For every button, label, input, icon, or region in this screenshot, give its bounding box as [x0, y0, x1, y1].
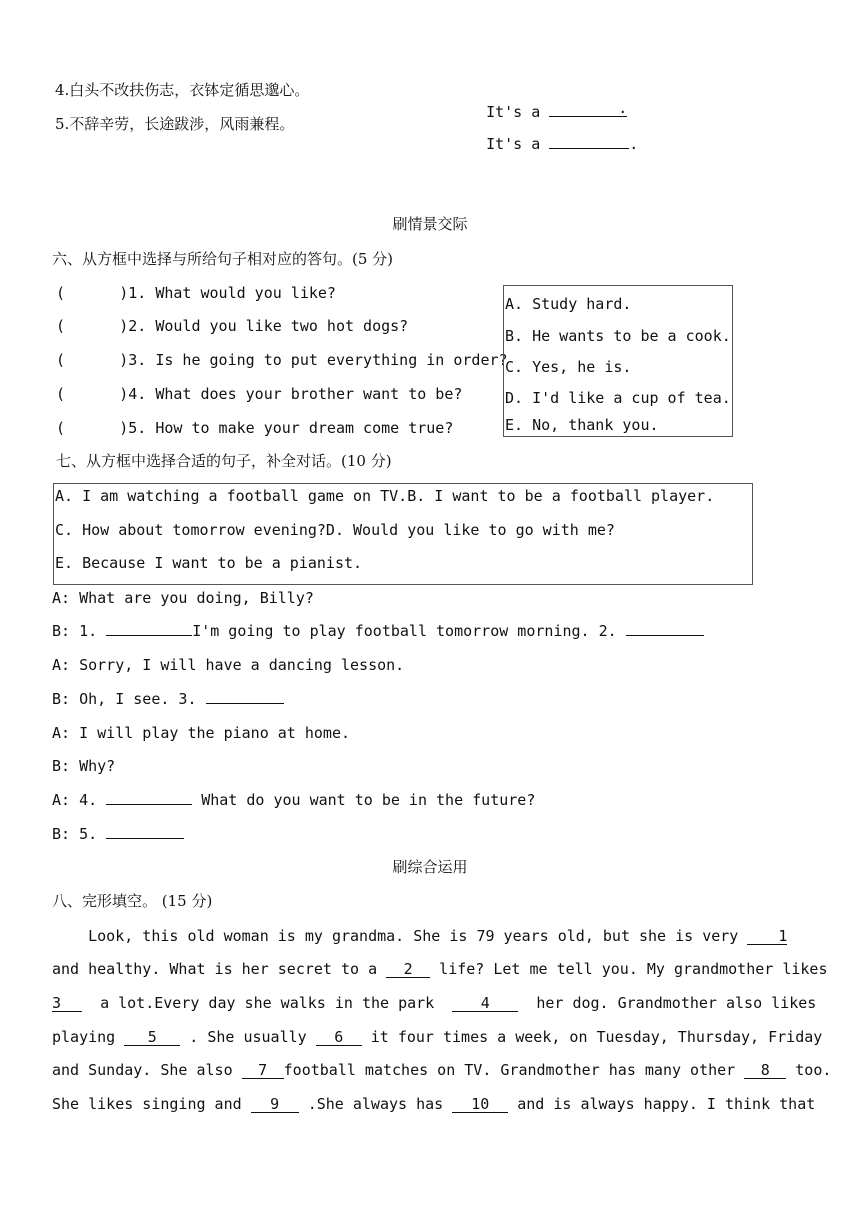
dialogue-prefix: B: 1. — [52, 622, 98, 640]
cloze-line-6 — [52, 1094, 815, 1114]
dialogue-blank-3[interactable] — [206, 703, 284, 704]
answer-prefix: It's a — [486, 103, 541, 121]
cloze-text: and is always happy. I think that — [517, 1095, 816, 1113]
item-5-chinese: 5.不辞辛劳，长途跋涉，风雨兼程。 — [55, 115, 295, 133]
s7-option-line-1: A. I am watching a football game on TV.B. I want to be a football player. — [55, 487, 715, 505]
dialogue-line-2 — [52, 621, 704, 641]
s6-question-3[interactable]: ( )3. Is he going to put everything in order? — [56, 351, 508, 369]
dialogue-line-6: B: Why? — [52, 757, 116, 775]
section6-heading: 六、从方框中选择与所给句子相对应的答句。(5 分) — [52, 250, 394, 268]
answer-blank-5[interactable] — [549, 148, 629, 149]
s6-option-a: A. Study hard. — [505, 295, 632, 313]
cloze-blank-8[interactable]: 8 — [744, 1062, 786, 1079]
cloze-line-4 — [52, 1027, 822, 1047]
s6-option-c: C. Yes, he is. — [505, 358, 632, 376]
item-4-chinese: 4.白头不改扶伤志，衣钵定循思邈心。 — [55, 81, 310, 99]
cloze-blank-4[interactable]: 4 — [452, 995, 518, 1012]
cloze-line-5 — [52, 1060, 831, 1080]
dialogue-blank-2[interactable] — [626, 635, 704, 636]
cloze-text: and Sunday. She also — [52, 1061, 233, 1079]
cloze-blank-7[interactable]: 7 — [242, 1062, 284, 1079]
cloze-text: her dog. Grandmother also likes — [536, 994, 817, 1012]
dialogue-prefix: B: Oh, I see. 3. — [52, 690, 197, 708]
cloze-blank-5[interactable]: 5 — [124, 1029, 180, 1046]
section8-heading: 八、完形填空。 (15 分) — [52, 892, 213, 910]
cloze-blank-1[interactable]: 1 — [747, 928, 787, 945]
cloze-text: . She usually — [189, 1028, 307, 1046]
dialogue-prefix: B: 5. — [52, 825, 98, 843]
cloze-line-2 — [52, 959, 828, 979]
cloze-text: playing — [52, 1028, 116, 1046]
dialogue-line-3: A: Sorry, I will have a dancing lesson. — [52, 656, 405, 674]
s6-option-d: D. I'd like a cup of tea. — [505, 389, 731, 407]
cloze-text: Look, this old woman is my grandma. She is 79 years old, but she is very — [52, 927, 739, 945]
cloze-text: life? Let me tell you. My grandmother likes — [439, 960, 828, 978]
cloze-blank-3[interactable]: 3 — [52, 995, 82, 1012]
section-title-situational: 刷情景交际 — [392, 215, 468, 233]
cloze-line-3 — [52, 993, 816, 1013]
dialogue-line-4 — [52, 689, 284, 709]
s6-option-e: E. No, thank you. — [505, 416, 659, 434]
section7-heading: 七、从方框中选择合适的句子，补全对话。(10 分) — [56, 452, 392, 470]
dialogue-line-7 — [52, 790, 535, 810]
dialogue-text: What do you want to be in the future? — [201, 791, 536, 809]
item-5-answer — [468, 114, 638, 154]
cloze-text: and healthy. What is her secret to a — [52, 960, 378, 978]
cloze-text: football matches on TV. Grandmother has many other — [283, 1061, 736, 1079]
cloze-line-1 — [52, 926, 787, 946]
s6-question-5[interactable]: ( )5. How to make your dream come true? — [56, 419, 454, 437]
dialogue-line-8 — [52, 824, 184, 844]
cloze-text: it four times a week, on Tuesday, Thursday, Friday — [370, 1028, 823, 1046]
blank-period: . — [618, 99, 628, 117]
dialogue-blank-5[interactable] — [106, 838, 184, 839]
section-title-comprehensive: 刷综合运用 — [392, 858, 468, 876]
cloze-text: She likes singing and — [52, 1095, 242, 1113]
dialogue-blank-4[interactable] — [106, 804, 192, 805]
cloze-blank-6[interactable]: 6 — [316, 1029, 362, 1046]
s7-option-line-2: C. How about tomorrow evening?D. Would you like to go with me? — [55, 521, 615, 539]
dialogue-blank-1[interactable] — [106, 635, 192, 636]
dialogue-line-1: A: What are you doing, Billy? — [52, 589, 314, 607]
s7-option-line-3: E. Because I want to be a pianist. — [55, 554, 363, 572]
s6-question-4[interactable]: ( )4. What does your brother want to be? — [56, 385, 463, 403]
answer-prefix: It's a — [486, 135, 541, 153]
dialogue-text: I'm going to play football tomorrow morning. 2. — [192, 622, 617, 640]
dialogue-line-5: A: I will play the piano at home. — [52, 724, 351, 742]
cloze-text: .She always has — [307, 1095, 444, 1113]
s6-question-1[interactable]: ( )1. What would you like? — [56, 284, 336, 302]
s6-question-2[interactable]: ( )2. Would you like two hot dogs? — [56, 317, 409, 335]
cloze-blank-2[interactable]: 2 — [386, 961, 430, 978]
cloze-text: a lot.Every day she walks in the park — [100, 994, 435, 1012]
cloze-blank-9[interactable]: 9 — [251, 1096, 299, 1113]
cloze-blank-10[interactable]: 10 — [452, 1096, 508, 1113]
s6-option-b: B. He wants to be a cook. — [505, 327, 731, 345]
cloze-text: too. — [795, 1061, 832, 1079]
dialogue-prefix: A: 4. — [52, 791, 98, 809]
blank-period: . — [629, 135, 639, 153]
